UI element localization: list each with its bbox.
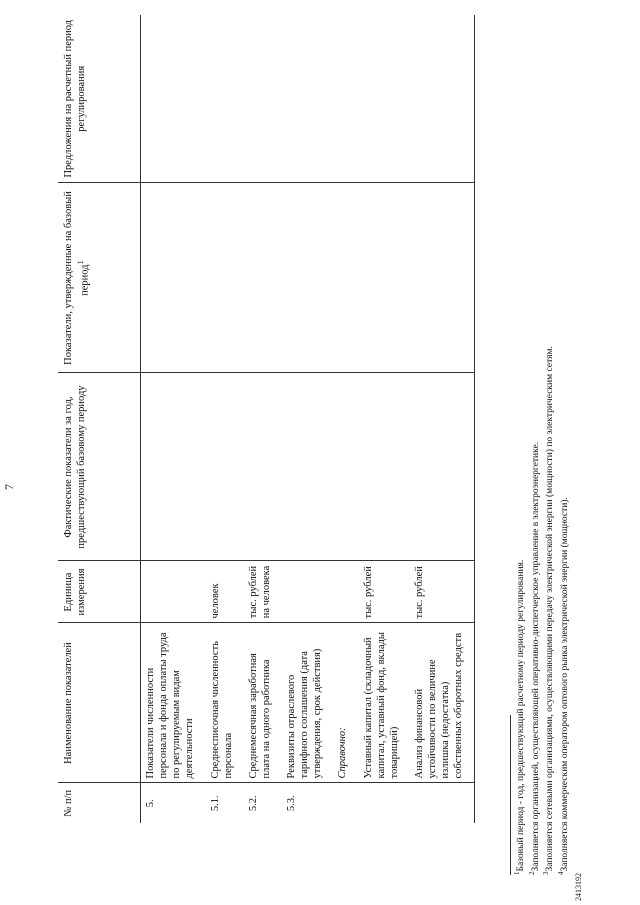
row-actual bbox=[206, 373, 244, 561]
footnote-mark: 1 bbox=[513, 871, 521, 875]
page-number: 7 bbox=[2, 484, 16, 490]
row-num: 5. bbox=[141, 783, 206, 823]
row-name: Среднемесячная заработная плата на одного работника bbox=[244, 623, 282, 783]
footnote-text: Заполняется сетевыми организациями, осуществляющими передачу электрической энергии (мощности) по электрическим сетям. bbox=[545, 346, 556, 872]
row-num: 5.2. bbox=[244, 783, 282, 823]
table-row bbox=[244, 15, 282, 823]
header-approved bbox=[58, 183, 141, 373]
footnote-mark: 2 bbox=[527, 871, 536, 875]
row-num: 5.1. bbox=[206, 783, 244, 823]
row-approved bbox=[244, 183, 282, 373]
row-unit: человек bbox=[206, 561, 244, 623]
table-header-row bbox=[58, 15, 141, 823]
footnote bbox=[542, 5, 557, 875]
row-num: 5.3. bbox=[282, 783, 333, 823]
row-name: Среднесписочная численность персонала bbox=[206, 623, 244, 783]
row-proposal bbox=[410, 15, 475, 183]
header-approved-text: Показатели, утвержденные на базовый период bbox=[63, 191, 91, 365]
row-actual bbox=[359, 373, 410, 561]
table-row bbox=[206, 15, 244, 823]
row-unit bbox=[333, 561, 358, 623]
table-row bbox=[141, 15, 206, 823]
footnote-rule bbox=[510, 715, 511, 875]
document-code: 2413192 bbox=[574, 873, 583, 901]
row-proposal bbox=[141, 15, 206, 183]
row-actual bbox=[333, 373, 358, 561]
footnote-text: Заполняется организацией, осуществляющей оперативно-диспетчерское управление в электроэнергетике. bbox=[530, 441, 541, 872]
row-unit: тыс. рублей bbox=[359, 561, 410, 623]
footnote bbox=[513, 5, 528, 875]
header-num: № п/п bbox=[58, 783, 141, 823]
footnote bbox=[557, 5, 572, 875]
reference-note: Справочно: bbox=[333, 623, 358, 783]
row-unit bbox=[141, 561, 206, 623]
footnote-mark: 3 bbox=[542, 871, 551, 875]
header-proposal: Предложения на расчетный период регулирования bbox=[58, 15, 141, 183]
table-row bbox=[359, 15, 410, 823]
row-num bbox=[410, 783, 475, 823]
row-num bbox=[333, 783, 358, 823]
indicators-table bbox=[58, 15, 475, 823]
row-name: Показатели численности персонала и фонда оплаты труда по регулируемым видам деятельности bbox=[141, 623, 206, 783]
table-row bbox=[410, 15, 475, 823]
table-row bbox=[333, 15, 358, 823]
row-actual bbox=[141, 373, 206, 561]
row-actual bbox=[244, 373, 282, 561]
row-approved bbox=[333, 183, 358, 373]
header-actual: Фактические показатели за год, предшествующий базовому периоду bbox=[58, 373, 141, 561]
footnote-mark: 4 bbox=[556, 871, 565, 875]
row-approved bbox=[282, 183, 333, 373]
footnote-text: Заполняется коммерческим оператором оптового рынка электрической энергии (мощности). bbox=[559, 497, 570, 872]
table-row bbox=[282, 15, 333, 823]
row-unit bbox=[282, 561, 333, 623]
footnote-text: Базовый период - год, предшествующий расчетному периоду регулирования. bbox=[516, 559, 527, 872]
footnotes bbox=[510, 5, 571, 875]
header-approved-footnote-mark: 1 bbox=[75, 260, 86, 265]
row-name: Уставный капитал (складочный капитал, уставный фонд, вклады товарищей) bbox=[359, 623, 410, 783]
row-num bbox=[359, 783, 410, 823]
row-proposal bbox=[206, 15, 244, 183]
row-proposal bbox=[333, 15, 358, 183]
row-name: Реквизиты отраслевого тарифного соглашения (дата утверждения, срок действия) bbox=[282, 623, 333, 783]
row-approved bbox=[410, 183, 475, 373]
header-unit: Единица измерения bbox=[58, 561, 141, 623]
row-actual bbox=[410, 373, 475, 561]
row-proposal bbox=[359, 15, 410, 183]
row-proposal bbox=[282, 15, 333, 183]
header-name: Наименование показателей bbox=[58, 623, 141, 783]
row-actual bbox=[282, 373, 333, 561]
footnote bbox=[528, 5, 543, 875]
row-proposal bbox=[244, 15, 282, 183]
row-unit: тыс. рублей bbox=[410, 561, 475, 623]
row-approved bbox=[141, 183, 206, 373]
row-approved bbox=[206, 183, 244, 373]
row-name: Анализ финансовой устойчивости по величине излишка (недостатка) собственных оборотных средств bbox=[410, 623, 475, 783]
row-unit: тыс. рублей на человека bbox=[244, 561, 282, 623]
row-approved bbox=[359, 183, 410, 373]
